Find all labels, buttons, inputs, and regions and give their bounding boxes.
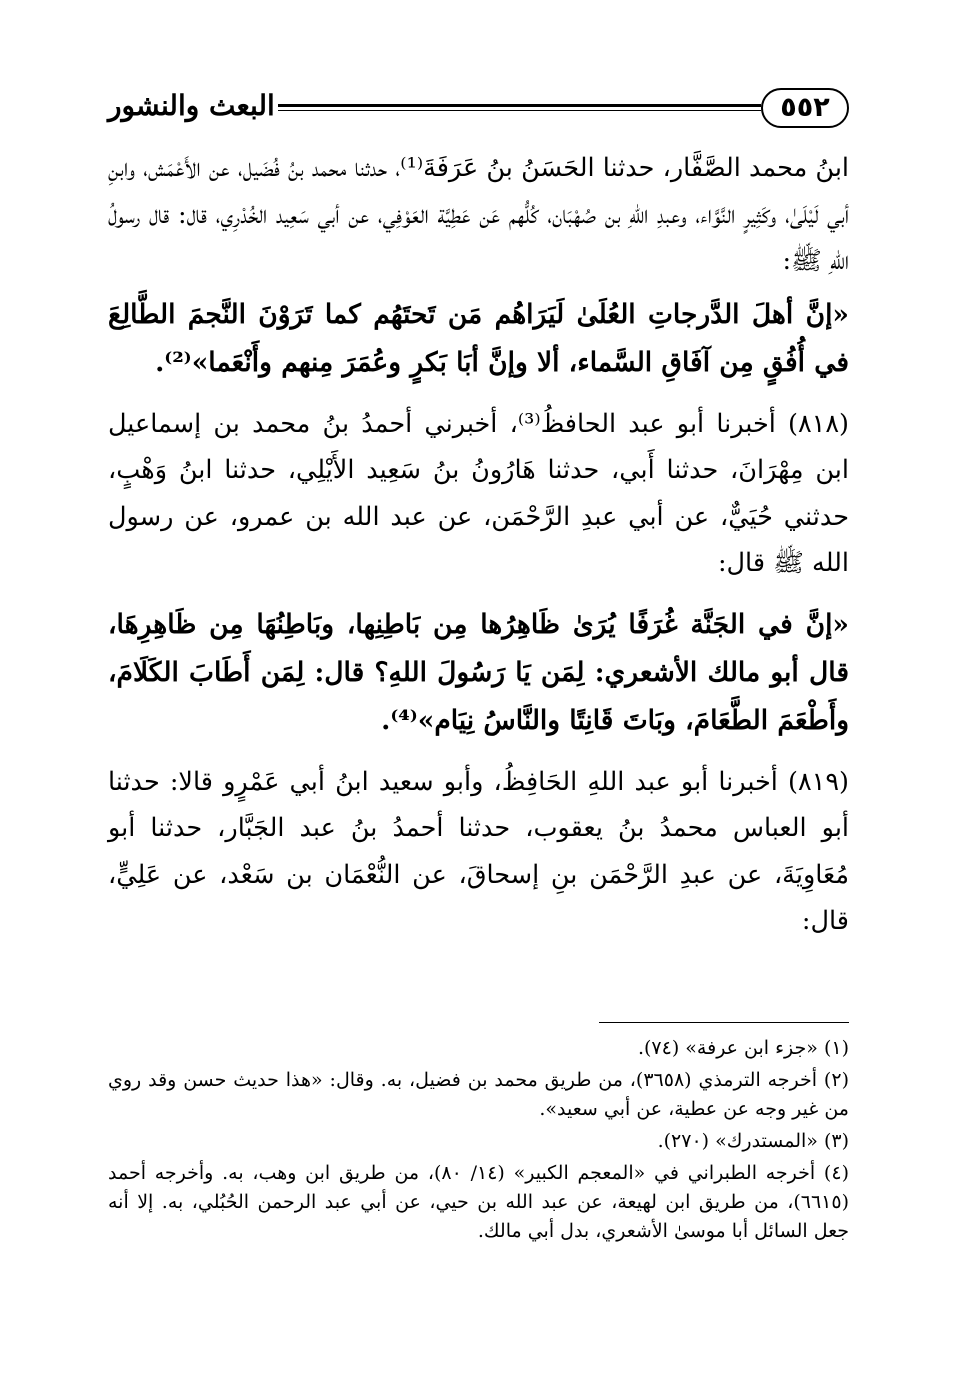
header-rule [278, 104, 761, 107]
header-rule-thin [278, 110, 761, 111]
footnotes [108, 1034, 849, 1249]
hadith-text-1: «إنَّ أهلَ الدَّرجاتِ العُلَىٰ لَيَرَاهُم مَن تَحتَهُم كما تَرَوْنَ النَّجمَ الطَّالِعَ في أُفُقٍ مِن آفَاقِ السَّماء، ألا وإنَّ أبَا بَكرٍ وعُمَرَ مِنهم وأَنْعَما»⁽²⁾. [108, 298, 849, 378]
footnote-4: (٤) أخرجه الطبراني في «المعجم الكبير» (١٤/ ٨٠)، من طريق ابن وهب، به. وأخرجه أحمد (٦٦١٥)، من طريق ابن لهيعة، عن عبد الله بن حيي، عن أبي عبد الرحمن الحُبُلي، به. إلا أنه جعل السائل أبا موسىٰ الأشعري، بدل أبي مالك. [108, 1162, 849, 1242]
page-header [108, 86, 849, 130]
footnote-3: (٣) «المستدرك» (٢٧٠). [657, 1130, 849, 1152]
footnote-2: (٢) أخرجه الترمذي (٣٦٥٨)، من طريق محمد بن فضيل، به. وقال: «هذا حديث حسن وقد روي من غير وجه عن عطية، عن أبي سعيد». [108, 1069, 849, 1120]
paragraph-isnad-1: ابنُ محمد الصَّفَّار، حدثنا الحَسَنُ بنُ عَرَفَةَ⁽¹⁾، حدثنا محمد بنُ فُضَيل، عن الأَعْمَش، وابنِ أبي لَيْلَىٰ، وكَثِيرٍ النَّوَّاء، وعبدِ اللهِ بن صُهْبَان، كُلُّهم عَن عَطِيَّة العَوْفِي، عن أبي سَعِيد الخُدْرِي، قال: قال رسولُ اللهِ ﷺ: [108, 153, 849, 276]
paragraph-819: (٨١٩) أخبرنا أبو عبد اللهِ الحَافِظُ، وأبو سعيد ابنُ أبي عَمْرٍو قالا: حدثنا أبو العباس محمدُ بنُ يعقوب، حدثنا أحمدُ بنُ عبد الجَبَّار، حدثنا أبو مُعَاوِيَةَ، عن عبدِ الرَّحْمَن بنِ إسحاقَ، عن النُّعْمَان بن سَعْد، عن عَلِيٍّ، قال: [108, 766, 849, 936]
book-title: البعث والنشور [108, 89, 275, 122]
hadith-text-2: «إنَّ في الجَنَّة غُرَفًا يُرَىٰ ظَاهِرُها مِن بَاطِنِها، وبَاطِنُهَا مِن ظَاهِرِهَا، قال أبو مالك الأشعري: لِمَن يَا رَسُولَ اللهِ؟ قال: لِمَن أَطَابَ الكَلَامَ، وأَطْعَمَ الطَّعَامَ، وبَاتَ قَانِتًا والنَّاسُ نِيَام»⁽⁴⁾. [108, 608, 849, 736]
paragraph-818: (٨١٨) أخبرنا أبو عبد الحافظُ⁽³⁾، أخبرني أحمدُ بنُ محمد بن إسماعيل ابن مِهْرَانَ، حدثنا أَبي، حدثنا هَارُونُ بنُ سَعِيد الأَيْلِي، حدثنا ابنُ وَهْبٍ، حدثني حُيَيٌّ، عن أبي عبدِ الرَّحْمَن، عن عبد الله بن عمرو، عن رسول الله ﷺ قال: [108, 408, 849, 578]
footnote-separator [599, 1022, 849, 1023]
main-text [108, 145, 849, 945]
footnote-1: (١) «جزء ابن عرفة» (٧٤). [637, 1037, 849, 1059]
page-number: ٥٥٢ [761, 88, 849, 128]
